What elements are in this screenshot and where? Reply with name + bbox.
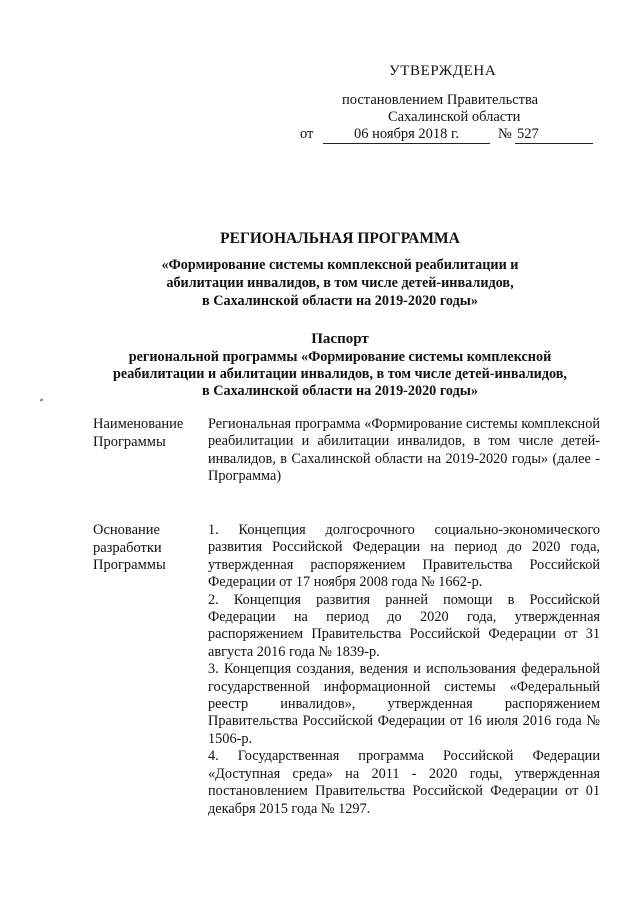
row-label [93,416,197,451]
passport-subtitle-line: в Сахалинской области на 2019-2020 годы» [202,383,478,399]
passport-subtitle-line: реабилитации и абилитации инвалидов, в том числе детей-инвалидов, [113,366,567,382]
row-label-line: Программы [93,433,166,450]
passport-title: Паспорт [311,331,369,347]
approval-date: 06 ноября 2018 г. [323,126,490,144]
approval-block [0,0,640,160]
basis-item: 3. Концепция создания, ведения и использования федеральной государственной информационной системы «Федеральный реестр инвалидов», утвержденная распоряжением Правительства Российской Федерации от 16 июля 2016 года № 1506-р. [208,661,600,747]
row-text: Региональная программа «Формирование системы комплексной реабилитации и абилитации инвалидов, в том числе детей-инвалидов, в Сахалинской области на 2019-2020 годы» (далее - Программа) [208,416,600,485]
basis-item: 4. Государственная программа Российской Федерации «Доступная среда» на 2011 - 2020 годы, утвержденная постановлением Правительства Российской Федерации от 01 декабря 2015 года № 1297. [208,748,600,817]
basis-item: 1. Концепция долгосрочного социально-экономического развития Российской Федерации на период до 2020 года, утвержденная распоряжением Правительства Российской Федерации от 17 ноября 2008 года № 1662-р. [208,522,600,591]
row-body [208,522,600,818]
approval-number: 527 [515,126,593,144]
approval-line-1: постановлением Правительства [342,92,539,108]
scan-mark [40,398,44,401]
passport-subtitle-line: региональной программы «Формирование системы комплексной [128,349,552,365]
passport-row-name [93,416,600,496]
row-label-line: Основание [93,522,160,538]
approval-line-2: Сахалинской области [388,109,521,125]
row-label-line: Наименование [93,416,184,432]
passport-subtitle [60,349,620,400]
passport-row-basis [93,522,600,822]
row-label-line: разработки [93,539,162,556]
program-subtitle-line: абилитации инвалидов, в том числе детей-инвалидов, [166,275,514,291]
approval-from-label: от [300,126,314,142]
approval-number-sign: № [498,126,512,142]
basis-item: 2. Концепция развития ранней помощи в Российской Федерации на период до 2020 года, утвержденная распоряжением Правительства Российской Федерации от 31 августа 2016 года № 1839-р. [208,591,600,660]
program-subtitle-line: в Сахалинской области на 2019-2020 годы» [202,293,478,309]
program-subtitle-line: «Формирование системы комплексной реабилитации и [161,257,519,273]
program-subtitle [60,256,620,310]
row-label [93,522,197,575]
program-title: РЕГИОНАЛЬНАЯ ПРОГРАММА [220,230,460,247]
row-body [208,416,600,486]
row-label-line: Программы [93,557,166,573]
approval-heading: УТВЕРЖДЕНА [389,63,497,79]
